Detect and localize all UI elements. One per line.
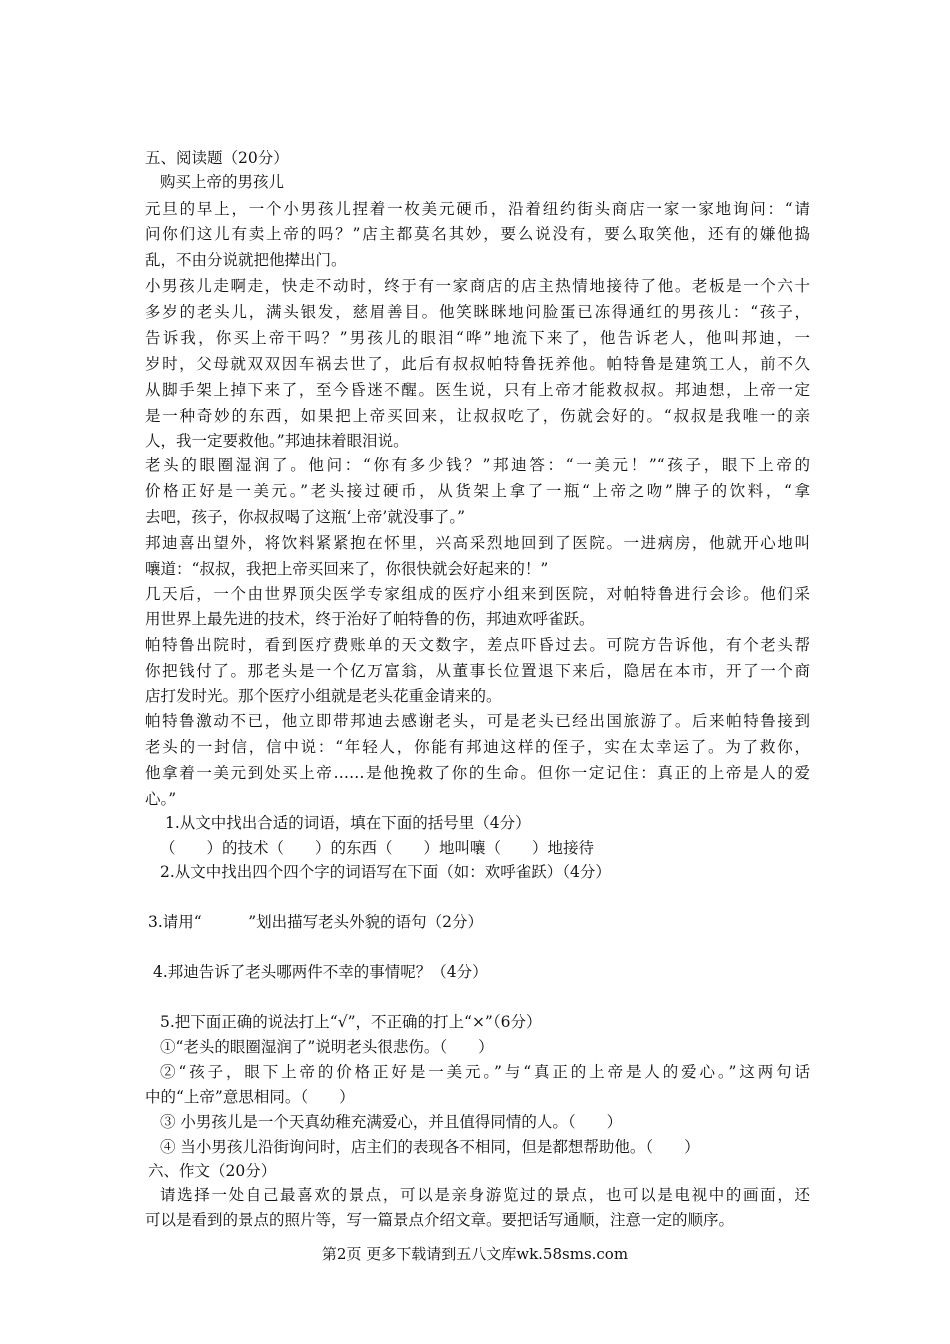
story-line: 帕特鲁激动不已，他立即带邦迪去感谢老头，可是老头已经出国旅游了。后来帕特鲁接到 xyxy=(145,712,810,730)
story-line: 用世界上最先进的技术，终于治好了帕特鲁的伤，邦迪欢呼雀跃。 xyxy=(145,610,595,628)
story-line: 你把钱付了。那老头是一个亿万富翁，从董事长位置退下来后，隐居在本市，开了一个商 xyxy=(145,662,810,680)
question-2: 2.从文中找出四个四个字的词语写在下面（如：欢呼雀跃）（4分） xyxy=(160,863,611,881)
story-line: 小男孩儿走啊走，快走不动时，终于有一家商店的店主热情地接待了他。老板是一个六十 xyxy=(145,277,810,295)
story-line: 几天后，一个由世界顶尖医学专家组成的医疗小组来到医院，对帕特鲁进行会诊。他们采 xyxy=(145,585,810,603)
story-line: 帕特鲁出院时，看到医疗费账单的天文数字，差点吓昏过去。可院方告诉他，有个老头帮 xyxy=(145,636,810,654)
question-1-blanks: （ ）的技术（ ）的东西（ ）地叫嚷（ ）地接待 xyxy=(160,839,595,857)
story-line: 告诉我，你买上帝干吗？”男孩儿的眼泪“哗”地流下来了，他告诉老人，他叫邦迪，一 xyxy=(145,329,810,347)
story-line: 乱，不由分说就把他撵出门。 xyxy=(145,251,347,269)
story-line: 心。” xyxy=(145,790,177,808)
story-line: 去吧，孩子，你叔叔喝了这瓶‘上帝’就没事了。” xyxy=(145,508,466,526)
question-5-item: ①“老头的眼圈湿润了”说明老头很悲伤。（ ） xyxy=(160,1038,494,1056)
story-line: 店打发时光。那个医疗小组就是老头花重金请来的。 xyxy=(145,687,502,705)
page-footer: 第2页 更多下载请到五八文库wk.58sms.com xyxy=(321,1245,629,1263)
question-5: 5.把下面正确的说法打上“√”，不正确的打上“×”（6分） xyxy=(160,1013,542,1031)
question-3: 3.请用“ ”划出描写老头外貌的语句（2分） xyxy=(148,913,483,931)
essay-prompt-line: 请选择一处自己最喜欢的景点，可以是亲身游览过的景点，也可以是电视中的画面，还 xyxy=(160,1186,810,1204)
question-5-item: ④ 当小男孩儿沿街询问时，店主们的表现各不相同，但是都想帮助他。（ ） xyxy=(160,1138,700,1156)
question-1: 1.从文中找出合适的词语，填在下面的括号里（4分） xyxy=(165,814,531,832)
story-line: 价格正好是一美元。”老头接过硬币，从货架上拿了一瓶“上帝之吻”牌子的饮料，“拿 xyxy=(145,482,810,500)
story-line: 是一种奇妙的东西，如果把上帝买回来，让叔叔吃了，伤就会好的。“叔叔是我唯一的亲 xyxy=(145,407,810,425)
section-5-heading: 五、阅读题（20分） xyxy=(145,149,289,167)
story-line: 从脚手架上掉下来了，至今昏迷不醒。医生说，只有上帝才能救叔叔。邦迪想，上帝一定 xyxy=(145,381,810,399)
story-title: 购买上帝的男孩儿 xyxy=(160,173,285,191)
question-5-item-cont: 中的“上帝”意思相同。（ ） xyxy=(145,1088,355,1106)
story-line: 岁时，父母就双双因车祸去世了，此后有叔叔帕特鲁抚养他。帕特鲁是建筑工人，前不久 xyxy=(145,355,810,373)
story-line: 人，我一定要救他。”邦迪抹着眼泪说。 xyxy=(145,432,409,450)
story-line: 元旦的早上，一个小男孩儿捏着一枚美元硬币，沿着纽约街头商店一家一家地询问：“请 xyxy=(145,200,810,218)
story-line: 多岁的老头儿，满头银发，慈眉善目。他笑眯眯地问脸蛋已冻得通红的男孩儿：“孩子， xyxy=(145,303,810,321)
story-line: 邦迪喜出望外，将饮料紧紧抱在怀里，兴高采烈地回到了医院。一进病房，他就开心地叫 xyxy=(145,534,810,552)
story-line: 他拿着一美元到处买上帝……是他挽救了你的生命。但你一定记住：真正的上帝是人的爱 xyxy=(145,764,810,782)
story-line: 老头的眼圈湿润了。他问：“你有多少钱？”邦迪答：“一美元！”“孩子，眼下上帝的 xyxy=(145,456,810,474)
story-line: 嚷道：“叔叔，我把上帝买回来了，你很快就会好起来的！” xyxy=(145,560,549,578)
story-line: 老头的一封信，信中说：“年轻人，你能有邦迪这样的侄子，实在太幸运了。为了救你， xyxy=(145,738,810,756)
section-6-heading: 六、作文（20分） xyxy=(148,1162,277,1180)
story-line: 问你们这儿有卖上帝的吗？”店主都莫名其妙，要么说没有，要么取笑他，还有的嫌他捣 xyxy=(145,225,810,243)
essay-prompt-line: 可以是看到的景点的照片等，写一篇景点介绍文章。要把话写通顺，注意一定的顺序。 xyxy=(145,1211,735,1229)
question-5-item: ②“孩子，眼下上帝的价格正好是一美元。”与“真正的上帝是人的爱心。”这两句话 xyxy=(160,1063,810,1081)
question-4: 4.邦迪告诉了老头哪两件不幸的事情呢？（4分） xyxy=(153,963,488,981)
question-5-item: ③ 小男孩儿是一个天真幼稚充满爱心，并且值得同情的人。（ ） xyxy=(160,1113,623,1131)
